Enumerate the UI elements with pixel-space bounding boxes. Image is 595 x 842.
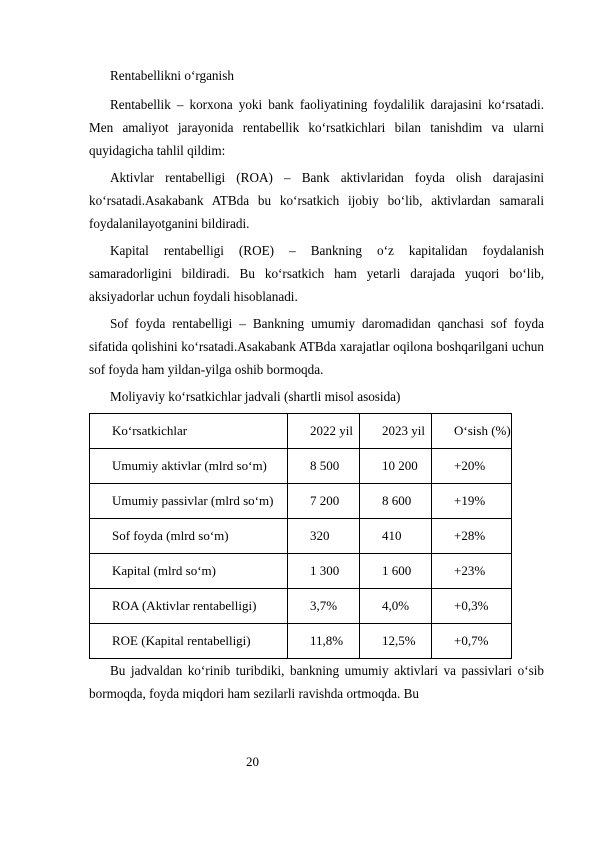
table-cell: 1 300 (288, 554, 360, 589)
table-cell: 3,7% (288, 589, 360, 624)
table-cell: +28% (432, 519, 512, 554)
table-cell: ROA (Aktivlar rentabelligi) (90, 589, 288, 624)
table-cell: +20% (432, 449, 512, 484)
page-number: 20 (246, 754, 259, 769)
table-cell: +23% (432, 554, 512, 589)
roe-paragraph: Kapital rentabelligi (ROE) – Bankning o‘z kapitalidan foydalanish samaradorligini bildiradi. Bu ko‘rsatkich ham yetarli darajada yuqori bo‘lib, aksiyadorlar uchun foydali hisoblanadi. (89, 243, 544, 304)
table-header-row (90, 414, 512, 449)
financial-indicators-table (89, 413, 512, 659)
table-cell: +19% (432, 484, 512, 519)
section-heading: Rentabellikni o‘rganish (110, 68, 234, 83)
table-header-cell: Ko‘rsatkichlar (90, 414, 288, 449)
table-cell: +0,7% (432, 624, 512, 659)
table-cell: 12,5% (360, 624, 432, 659)
table-row (90, 484, 512, 519)
table-cell: 7 200 (288, 484, 360, 519)
net-profit-paragraph: Sof foyda rentabelligi – Bankning umumiy daromadidan qanchasi sof foyda sifatida qolishini ko‘rsatadi.Asakabank ATBda xarajatlar oqilona boshqarilgani uchun sof foyda ham yildan-yilga oshib bormoqda. (89, 316, 544, 377)
table-cell: 4,0% (360, 589, 432, 624)
table-cell: 8 500 (288, 449, 360, 484)
table-row (90, 554, 512, 589)
table-cell: Sof foyda (mlrd so‘m) (90, 519, 288, 554)
table-cell: 11,8% (288, 624, 360, 659)
roa-paragraph: Aktivlar rentabelligi (ROA) – Bank aktivlaridan foyda olish darajasini ko‘rsatadi.Asakabank ATBda bu ko‘rsatkich ijobiy bo‘lib, aktivlardan samarali foydalanilayotganini bildiradi. (89, 170, 544, 231)
conclusion-paragraph: Bu jadvaldan ko‘rinib turibdiki, bankning umumiy aktivlari va passivlari o‘sib bormoqda, foyda miqdori ham sezilarli ravishda ortmoqda. Bu (89, 663, 544, 701)
table-cell: Umumiy passivlar (mlrd so‘m) (90, 484, 288, 519)
table-cell: Umumiy aktivlar (mlrd so‘m) (90, 449, 288, 484)
table-row (90, 624, 512, 659)
table-header-cell: O‘sish (%) (432, 414, 512, 449)
table-cell: 320 (288, 519, 360, 554)
table-cell: Kapital (mlrd so‘m) (90, 554, 288, 589)
table-cell: 410 (360, 519, 432, 554)
table-row (90, 519, 512, 554)
table-cell: ROE (Kapital rentabelligi) (90, 624, 288, 659)
table-cell: +0,3% (432, 589, 512, 624)
document-page (89, 64, 544, 705)
table-cell: 10 200 (360, 449, 432, 484)
table-row (90, 449, 512, 484)
table-row (90, 589, 512, 624)
table-header-cell: 2023 yil (360, 414, 432, 449)
table-header-cell: 2022 yil (288, 414, 360, 449)
table-caption: Moliyaviy ko‘rsatkichlar jadvali (shartli misol asosida) (110, 389, 401, 404)
table-cell: 1 600 (360, 554, 432, 589)
intro-paragraph: Rentabellik – korxona yoki bank faoliyatining foydalilik darajasini ko‘rsatadi. Men amaliyot jarayonida rentabellik ko‘rsatkichlari bilan tanishdim va ularni quyidagicha tahlil qildim: (89, 97, 544, 158)
table-cell: 8 600 (360, 484, 432, 519)
